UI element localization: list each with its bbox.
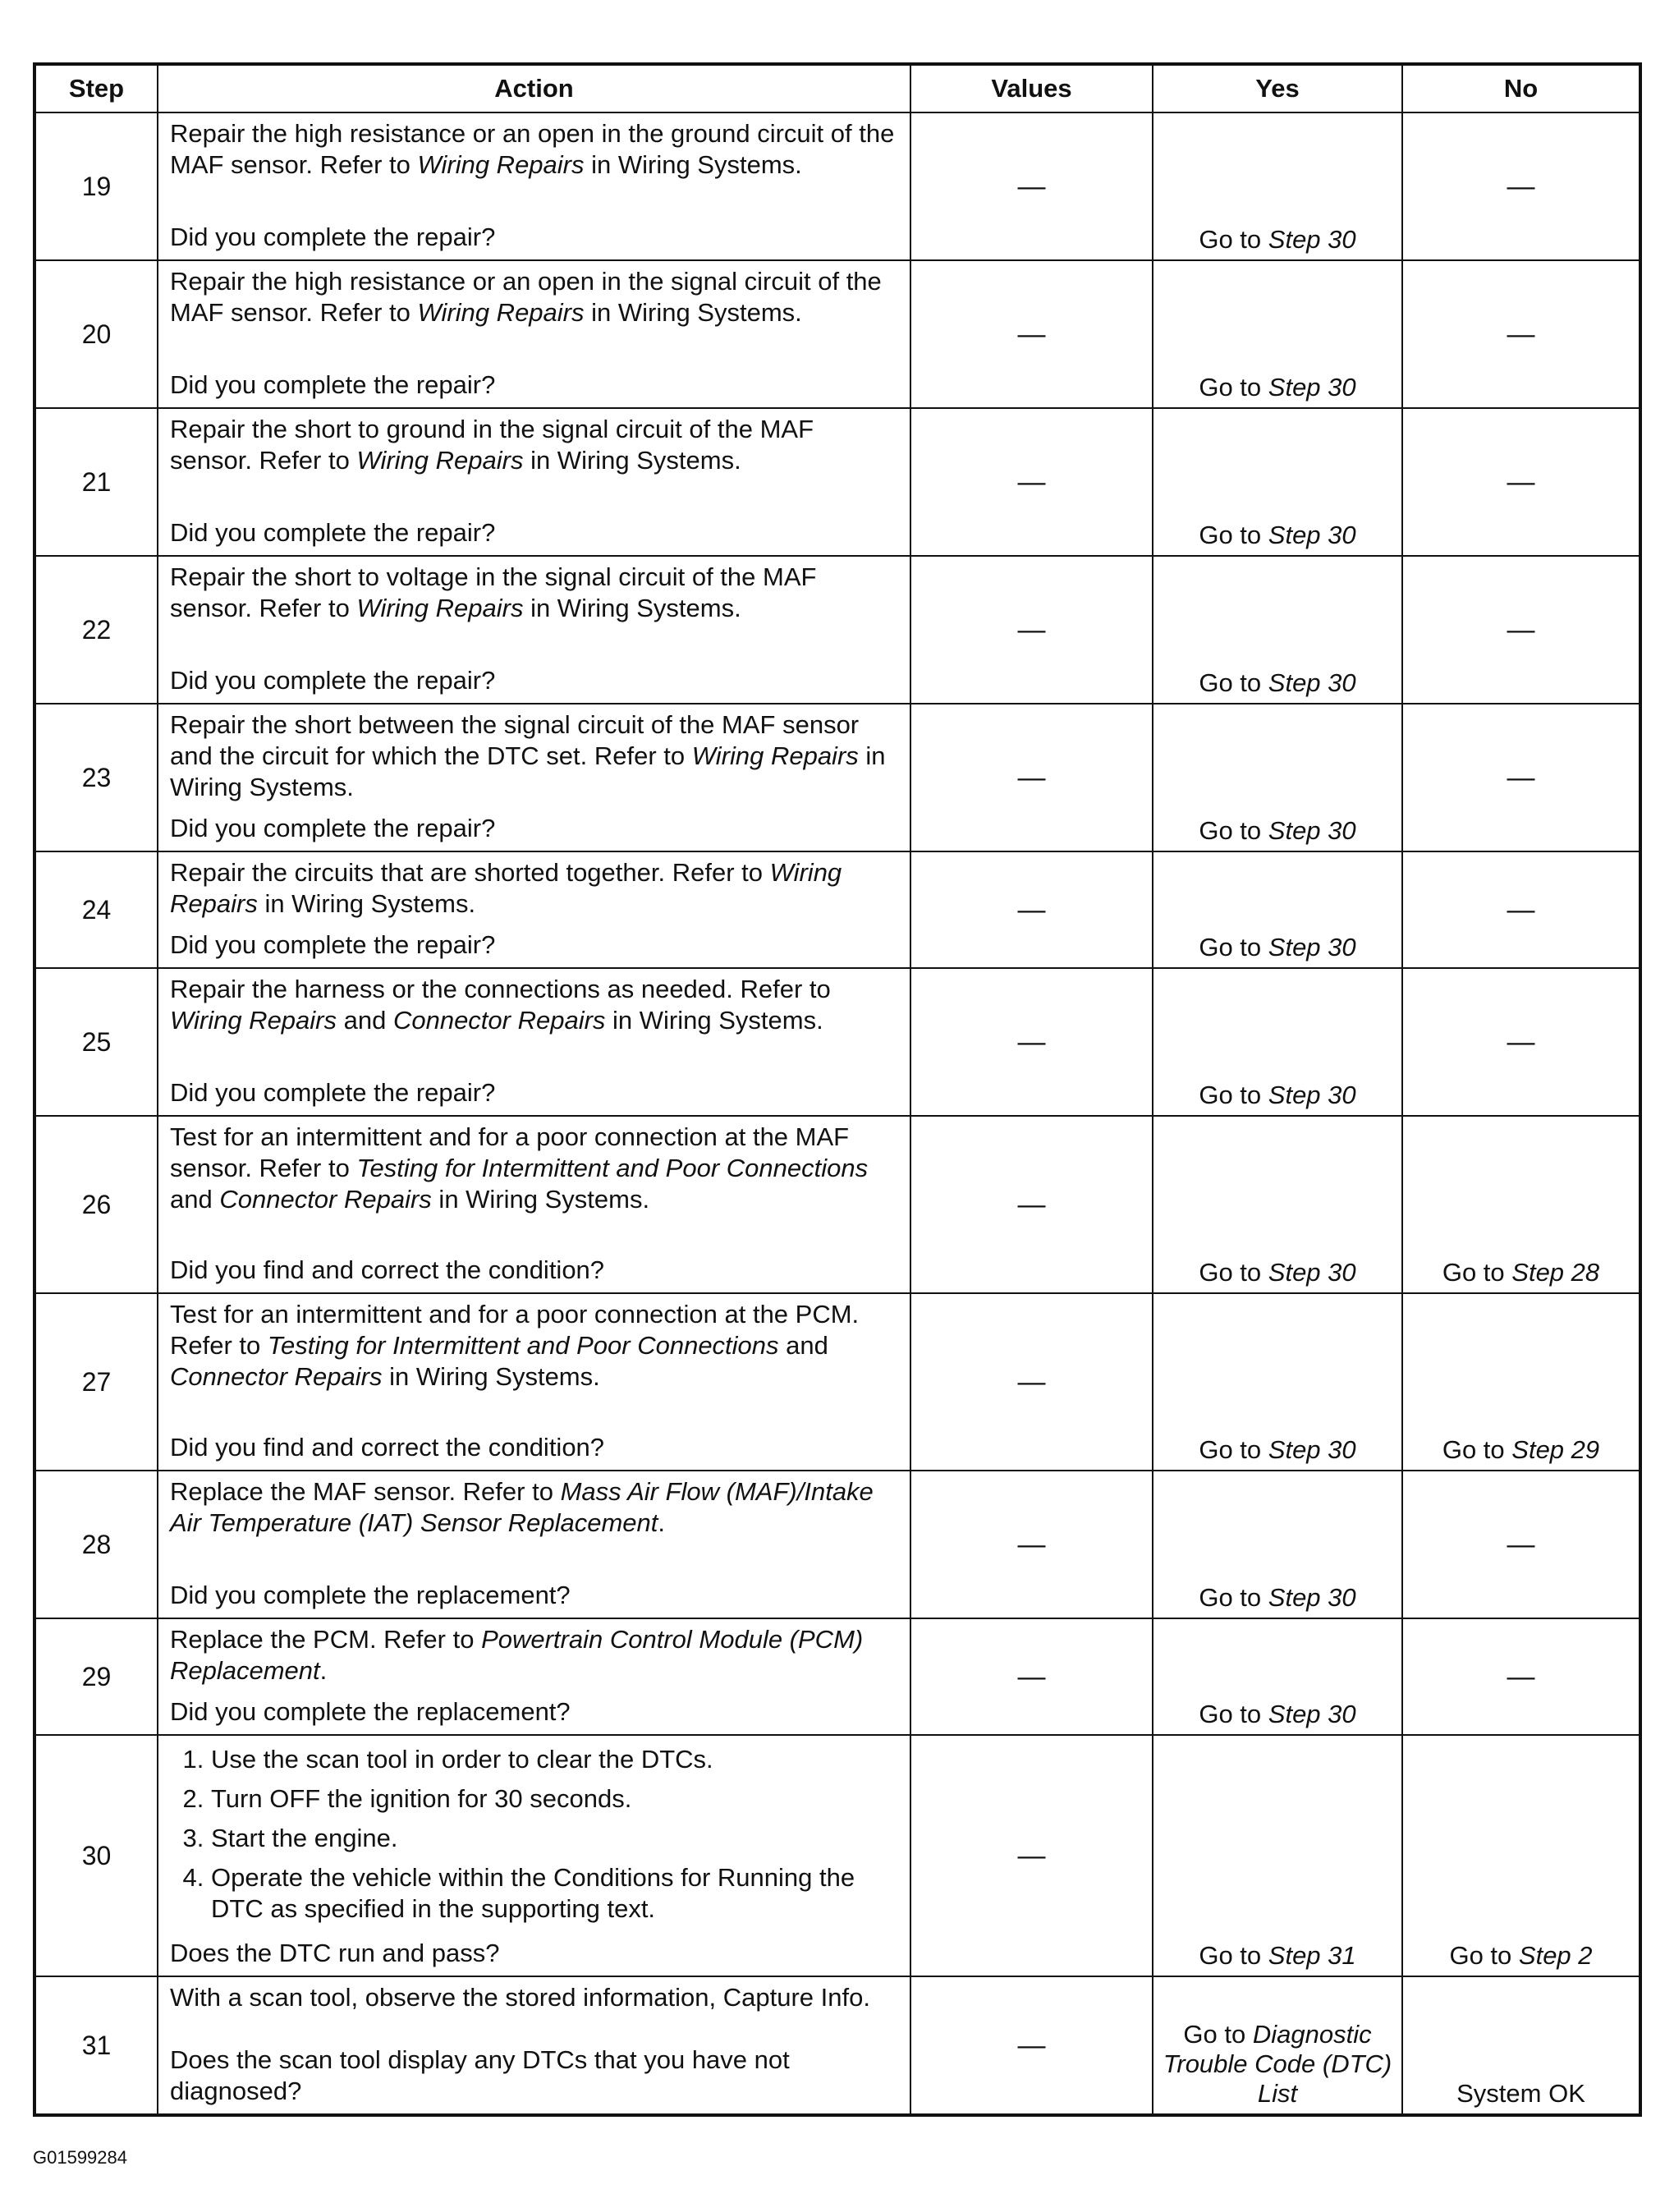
step-number: 26 bbox=[34, 1116, 158, 1293]
table-body bbox=[34, 112, 1640, 2115]
action-cell bbox=[158, 556, 910, 704]
action-cell bbox=[158, 260, 910, 408]
yes-result bbox=[1153, 1618, 1402, 1735]
no-result bbox=[1402, 1976, 1640, 2115]
table-row bbox=[34, 1471, 1640, 1618]
text-run: in Wiring Systems. bbox=[431, 1185, 650, 1214]
values-cell: — bbox=[910, 1471, 1153, 1618]
header-yes: Yes bbox=[1153, 64, 1402, 112]
header-row bbox=[34, 64, 1640, 112]
action-cell bbox=[158, 112, 910, 260]
header-action: Action bbox=[158, 64, 910, 112]
reference-link-text: Step 30 bbox=[1268, 1583, 1356, 1612]
table-row bbox=[34, 260, 1640, 408]
reference-link-text: Step 30 bbox=[1268, 373, 1356, 402]
yes-result bbox=[1153, 260, 1402, 408]
action-text bbox=[170, 414, 901, 476]
values-cell: — bbox=[910, 556, 1153, 704]
action-text bbox=[170, 1624, 901, 1687]
header-values: Values bbox=[910, 64, 1153, 112]
reference-link-text: Wiring Repairs bbox=[356, 594, 524, 622]
reference-link-text: Step 30 bbox=[1268, 1258, 1356, 1287]
text-run: Replace the MAF sensor. Refer to bbox=[170, 1477, 561, 1506]
action-text bbox=[170, 1122, 901, 1215]
action-content bbox=[158, 852, 910, 967]
reference-link-text: Diagnostic Trouble Code (DTC) List bbox=[1163, 2020, 1392, 2108]
table-row bbox=[34, 1293, 1640, 1471]
no-result: — bbox=[1402, 260, 1640, 408]
action-text bbox=[170, 857, 901, 920]
text-run: Repair the short to ground in the signal circuit of the MAF sensor. Refer to bbox=[170, 415, 814, 475]
reference-link-text: Step 2 bbox=[1518, 1941, 1593, 1970]
action-cell bbox=[158, 1293, 910, 1471]
text-run: Go to bbox=[1183, 2020, 1253, 2049]
action-cell bbox=[158, 1618, 910, 1735]
text-run: With a scan tool, observe the stored information, Capture Info. bbox=[170, 1983, 870, 2012]
reference-link-text: Mass Air Flow (MAF)/Intake Air Temperature (IAT) Sensor Replacement bbox=[170, 1477, 874, 1537]
yes-result bbox=[1153, 968, 1402, 1116]
action-text bbox=[170, 1982, 901, 2013]
step-number: 19 bbox=[34, 112, 158, 260]
text-run: in Wiring Systems. bbox=[523, 446, 741, 475]
no-result: — bbox=[1402, 112, 1640, 260]
diagnostic-table bbox=[33, 62, 1642, 2117]
text-run: Go to bbox=[1442, 1258, 1512, 1287]
yes-result bbox=[1153, 1735, 1402, 1976]
reference-link-text: Testing for Intermittent and Poor Connections bbox=[267, 1331, 779, 1360]
reference-link-text: Step 30 bbox=[1268, 668, 1356, 697]
text-run: in Wiring Systems. bbox=[382, 1362, 600, 1391]
action-content bbox=[158, 1619, 910, 1734]
table-row bbox=[34, 408, 1640, 556]
text-run: in Wiring Systems. bbox=[257, 889, 476, 918]
text-run: . bbox=[319, 1656, 328, 1685]
step-number: 24 bbox=[34, 851, 158, 968]
text-run: Go to bbox=[1199, 1081, 1268, 1109]
no-result: — bbox=[1402, 408, 1640, 556]
text-run: in Wiring Systems. bbox=[584, 150, 802, 179]
text-run: Repair the high resistance or an open in the ground circuit of the MAF sensor. Refer to bbox=[170, 119, 895, 179]
values-cell: — bbox=[910, 1735, 1153, 1976]
reference-link-text: Powertrain Control Module (PCM) Replacement bbox=[170, 1625, 864, 1685]
text-run: Go to bbox=[1199, 816, 1268, 845]
table-row bbox=[34, 968, 1640, 1116]
action-cell bbox=[158, 1471, 910, 1618]
text-run: Go to bbox=[1449, 1941, 1519, 1970]
yes-result bbox=[1153, 851, 1402, 968]
figure-id: G01599284 bbox=[33, 2147, 127, 2168]
header-step: Step bbox=[34, 64, 158, 112]
action-content bbox=[158, 1294, 910, 1470]
action-content bbox=[158, 261, 910, 407]
yes-result bbox=[1153, 1976, 1402, 2115]
reference-link-text: Step 28 bbox=[1511, 1258, 1600, 1287]
step-number: 21 bbox=[34, 408, 158, 556]
no-result bbox=[1402, 1735, 1640, 1976]
step-number: 30 bbox=[34, 1735, 158, 1976]
step-number: 20 bbox=[34, 260, 158, 408]
yes-result bbox=[1153, 408, 1402, 556]
table-row bbox=[34, 112, 1640, 260]
reference-link-text: Step 30 bbox=[1268, 521, 1356, 549]
text-run: Repair the high resistance or an open in the signal circuit of the MAF sensor. Refer to bbox=[170, 267, 882, 327]
reference-link-text: Step 30 bbox=[1268, 1081, 1356, 1109]
values-cell: — bbox=[910, 1976, 1153, 2115]
values-cell: — bbox=[910, 260, 1153, 408]
action-question: Did you complete the repair? bbox=[170, 518, 496, 547]
text-run: Go to bbox=[1199, 1941, 1268, 1970]
text-run: Go to bbox=[1199, 225, 1268, 254]
reference-link-text: Step 29 bbox=[1511, 1435, 1600, 1464]
text-run: Go to bbox=[1199, 1258, 1268, 1287]
table-row bbox=[34, 704, 1640, 851]
text-run: and bbox=[337, 1006, 393, 1035]
action-content bbox=[158, 557, 910, 703]
action-content bbox=[158, 1471, 910, 1618]
action-text bbox=[170, 118, 901, 181]
no-result bbox=[1402, 1293, 1640, 1471]
text-run: Repair the short to voltage in the signal circuit of the MAF sensor. Refer to bbox=[170, 562, 817, 622]
action-question: Did you complete the repair? bbox=[170, 370, 496, 399]
action-cell bbox=[158, 851, 910, 968]
values-cell: — bbox=[910, 112, 1153, 260]
action-question: Did you complete the repair? bbox=[170, 223, 496, 251]
reference-link-text: Connector Repairs bbox=[392, 1006, 606, 1035]
table-row bbox=[34, 1618, 1640, 1735]
table-row bbox=[34, 1116, 1640, 1293]
text-run: in Wiring Systems. bbox=[605, 1006, 823, 1035]
reference-link-text: Wiring Repairs bbox=[170, 858, 842, 918]
yes-result bbox=[1153, 112, 1402, 260]
action-question: Did you complete the repair? bbox=[170, 814, 496, 842]
action-cell bbox=[158, 1116, 910, 1293]
text-run: Go to bbox=[1199, 668, 1268, 697]
text-run: and bbox=[170, 1185, 220, 1214]
action-text bbox=[170, 562, 901, 624]
reference-link-text: Wiring Repairs bbox=[356, 446, 524, 475]
action-cell bbox=[158, 704, 910, 851]
text-run: in Wiring Systems. bbox=[170, 741, 886, 801]
no-result: — bbox=[1402, 556, 1640, 704]
reference-link-text: Step 30 bbox=[1268, 933, 1356, 961]
reference-link-text: Wiring Repairs bbox=[691, 741, 859, 770]
action-step-item: 2. Turn OFF the ignition for 30 seconds. bbox=[211, 1783, 901, 1815]
action-step-item: 1. Use the scan tool in order to clear the DTCs. bbox=[211, 1744, 901, 1775]
table-row bbox=[34, 1976, 1640, 2115]
action-question: Did you complete the replacement? bbox=[170, 1581, 571, 1609]
action-question: Did you complete the repair? bbox=[170, 666, 496, 695]
values-cell: — bbox=[910, 408, 1153, 556]
yes-result bbox=[1153, 1471, 1402, 1618]
text-run: Replace the PCM. Refer to bbox=[170, 1625, 482, 1654]
text-run: Go to bbox=[1199, 1435, 1268, 1464]
table-row bbox=[34, 851, 1640, 968]
yes-result bbox=[1153, 704, 1402, 851]
action-cell bbox=[158, 1735, 910, 1976]
text-run: in Wiring Systems. bbox=[584, 298, 802, 327]
no-result: — bbox=[1402, 1618, 1640, 1735]
action-question: Does the DTC run and pass? bbox=[170, 1939, 500, 1967]
reference-link-text: Step 30 bbox=[1268, 225, 1356, 254]
reference-link-text: Connector Repairs bbox=[219, 1185, 432, 1214]
text-run: Repair the circuits that are shorted together. Refer to bbox=[170, 858, 770, 887]
action-content bbox=[158, 113, 910, 259]
reference-link-text: Step 30 bbox=[1268, 816, 1356, 845]
step-number: 27 bbox=[34, 1293, 158, 1471]
action-cell bbox=[158, 1976, 910, 2115]
no-result: — bbox=[1402, 1471, 1640, 1618]
action-question: Did you complete the repair? bbox=[170, 930, 496, 959]
action-question: Did you find and correct the condition? bbox=[170, 1255, 605, 1284]
reference-link-text: Step 30 bbox=[1268, 1700, 1356, 1728]
text-run: . bbox=[658, 1508, 666, 1537]
text-run: System OK bbox=[1456, 2079, 1585, 2108]
action-cell bbox=[158, 408, 910, 556]
action-text bbox=[170, 709, 901, 803]
reference-link-text: Testing for Intermittent and Poor Connections bbox=[356, 1154, 869, 1182]
action-steps-list bbox=[170, 1744, 901, 1933]
no-result bbox=[1402, 1116, 1640, 1293]
reference-link-text: Wiring Repairs bbox=[417, 298, 585, 327]
values-cell: — bbox=[910, 1618, 1153, 1735]
step-number: 25 bbox=[34, 968, 158, 1116]
text-run: Repair the harness or the connections as needed. Refer to bbox=[170, 975, 831, 1003]
action-step-item: 4. Operate the vehicle within the Conditions for Running the DTC as specified in the supporting text. bbox=[211, 1862, 901, 1925]
reference-link-text: Wiring Repairs bbox=[417, 150, 585, 179]
table-row bbox=[34, 556, 1640, 704]
values-cell: — bbox=[910, 968, 1153, 1116]
text-run: Test for an intermittent and for a poor connection at the MAF sensor. Refer to bbox=[170, 1122, 850, 1182]
header-no: No bbox=[1402, 64, 1640, 112]
text-run: Go to bbox=[1199, 1583, 1268, 1612]
step-number: 23 bbox=[34, 704, 158, 851]
action-question: Did you find and correct the condition? bbox=[170, 1433, 605, 1462]
reference-link-text: Step 31 bbox=[1268, 1941, 1356, 1970]
action-text bbox=[170, 1476, 901, 1539]
action-content bbox=[158, 1977, 910, 2113]
table-row bbox=[34, 1735, 1640, 1976]
values-cell: — bbox=[910, 1293, 1153, 1471]
reference-link-text: Wiring Repairs bbox=[170, 1006, 337, 1035]
text-run: in Wiring Systems. bbox=[523, 594, 741, 622]
text-run: and bbox=[778, 1331, 828, 1360]
text-run: Go to bbox=[1199, 933, 1268, 961]
action-content bbox=[158, 969, 910, 1115]
action-content bbox=[158, 1736, 910, 1976]
yes-result bbox=[1153, 1116, 1402, 1293]
action-text bbox=[170, 266, 901, 328]
no-result: — bbox=[1402, 851, 1640, 968]
no-result: — bbox=[1402, 704, 1640, 851]
reference-link-text: Step 30 bbox=[1268, 1435, 1356, 1464]
text-run: Go to bbox=[1199, 373, 1268, 402]
no-result: — bbox=[1402, 968, 1640, 1116]
action-content bbox=[158, 1117, 910, 1292]
action-question: Did you complete the replacement? bbox=[170, 1697, 571, 1726]
yes-result bbox=[1153, 556, 1402, 704]
values-cell: — bbox=[910, 704, 1153, 851]
action-content bbox=[158, 704, 910, 851]
values-cell: — bbox=[910, 851, 1153, 968]
text-run: Go to bbox=[1199, 1700, 1268, 1728]
step-number: 31 bbox=[34, 1976, 158, 2115]
text-run: Repair the short between the signal circuit of the MAF sensor and the circuit for which the DTC set. Refer to bbox=[170, 710, 860, 770]
action-content bbox=[158, 409, 910, 555]
action-step-item: 3. Start the engine. bbox=[211, 1823, 901, 1854]
yes-result bbox=[1153, 1293, 1402, 1471]
step-number: 29 bbox=[34, 1618, 158, 1735]
step-number: 22 bbox=[34, 556, 158, 704]
action-text bbox=[170, 1299, 901, 1393]
text-run: Test for an intermittent and for a poor connection at the PCM. Refer to bbox=[170, 1300, 860, 1360]
action-question: Did you complete the repair? bbox=[170, 1078, 496, 1107]
values-cell: — bbox=[910, 1116, 1153, 1293]
text-run: Go to bbox=[1442, 1435, 1512, 1464]
text-run: Go to bbox=[1199, 521, 1268, 549]
action-question: Does the scan tool display any DTCs that you have not diagnosed? bbox=[170, 2045, 790, 2105]
action-cell bbox=[158, 968, 910, 1116]
step-number: 28 bbox=[34, 1471, 158, 1618]
reference-link-text: Connector Repairs bbox=[170, 1362, 383, 1391]
action-text bbox=[170, 974, 901, 1036]
